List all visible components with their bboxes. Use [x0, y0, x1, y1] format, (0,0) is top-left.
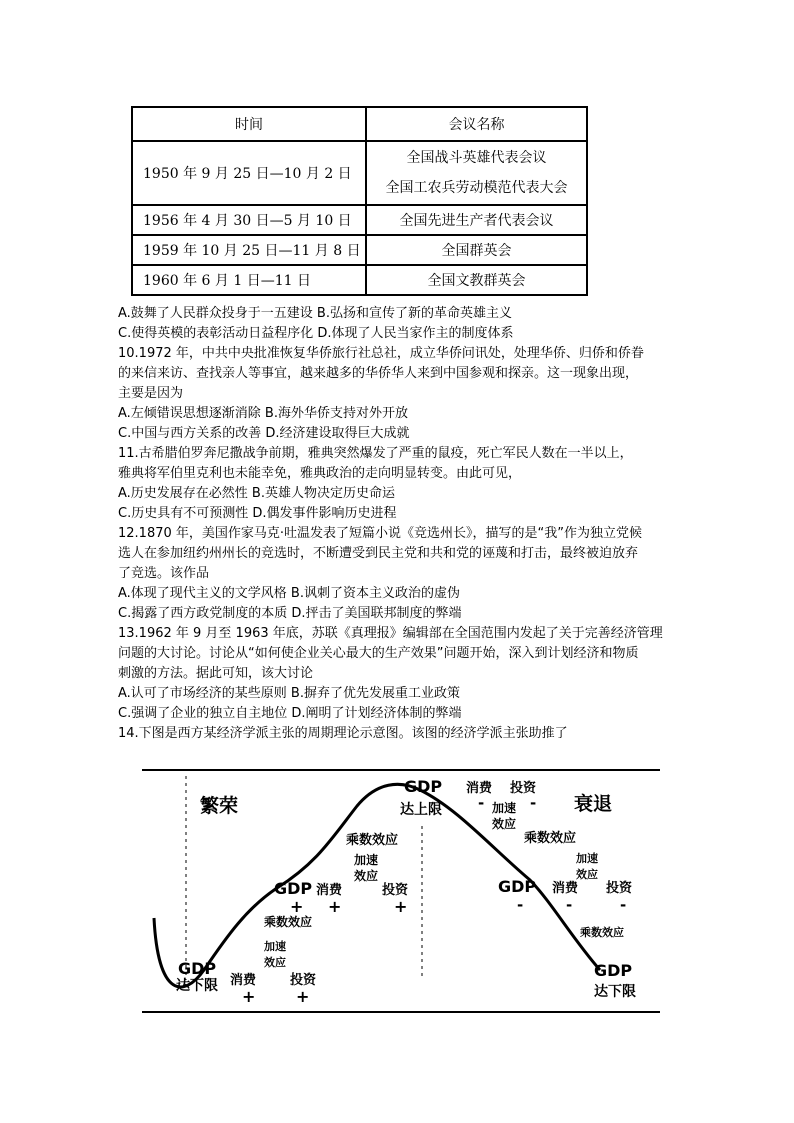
gdp-peak-label: GDP	[404, 777, 443, 796]
meeting-name: 全国先进生产者代表会议	[366, 205, 587, 235]
row-time: 1959 年 10 月 25 日—11 月 8 日	[132, 235, 366, 265]
accelerator-label: 加速	[264, 940, 286, 953]
table-row	[132, 141, 587, 205]
consumption-label: 消费	[552, 881, 579, 896]
accelerator-label: 加速	[492, 801, 517, 815]
meeting-name: 全国文教群英会	[366, 265, 587, 295]
investment-label: 投资	[510, 781, 537, 796]
gdp-label: GDP	[498, 877, 537, 896]
minus-sign: -	[620, 896, 627, 914]
row-time: 1960 年 6 月 1 日—11 日	[132, 265, 366, 295]
table-row	[132, 265, 587, 295]
row-time: 1956 年 4 月 30 日—5 月 10 日	[132, 205, 366, 235]
table-row	[132, 235, 587, 265]
investment-label: 投资	[382, 883, 409, 898]
q13-stem-line: 问题的大讨论。讨论从“如何使企业关心最大的生产效果”问题开始，深入到计划经济和物质	[118, 646, 639, 661]
multiplier-label: 乘数效应	[524, 831, 577, 846]
minus-sign: -	[517, 896, 524, 914]
q13-stem-line: 刺激的方法。据此可知，该大讨论	[118, 666, 314, 681]
business-cycle-figure	[132, 768, 667, 1018]
plus-sign: +	[290, 897, 304, 916]
meeting-name: 全国群英会	[366, 235, 587, 265]
q12-stem-line: 选人在参加纽约州州长的竞选时，不断遭受到民主党和共和党的诬蔑和打击，最终被迫放弃	[118, 546, 639, 561]
consumption-label: 消费	[230, 973, 257, 988]
table-header-row	[132, 107, 587, 141]
meeting-name: 全国工农兵劳动模范代表大会	[385, 180, 568, 196]
q10-stem-line: 主要是因为	[118, 386, 184, 401]
q13-stem-line: 13.1962 年 9 月至 1963 年底，苏联《真理报》编辑部在全国范围内发起了关于完善经济管理	[118, 626, 663, 641]
accelerator-label: 效应	[354, 869, 379, 883]
plus-sign: +	[394, 897, 408, 916]
row-meeting-names	[366, 141, 587, 205]
q11-options-cd: C.历史具有不可预测性 D.偶发事件影响历史进程	[118, 506, 397, 521]
meeting-table	[131, 106, 588, 296]
q11-options-ab: A.历史发展存在必然性 B.英雄人物决定历史命运	[118, 486, 395, 501]
gdp-upper-limit-label: 达上限	[400, 802, 442, 818]
meeting-name: 全国战斗英雄代表会议	[406, 150, 547, 166]
consumption-label: 消费	[316, 883, 343, 898]
multiplier-label: 乘数效应	[580, 926, 624, 939]
gdp-lower-limit-label: 达下限	[594, 984, 636, 1000]
header-meeting-name: 会议名称	[366, 107, 587, 141]
q10-options-cd: C.中国与西方关系的改善 D.经济建设取得巨大成就	[118, 426, 410, 441]
q12-stem-line: 了竞选。该作品	[118, 566, 210, 581]
plus-sign: +	[296, 987, 310, 1006]
accelerator-label: 加速	[576, 852, 598, 865]
accelerator-label: 效应	[492, 817, 517, 831]
q10-options-ab: A.左倾错误思想逐渐消除 B.海外华侨支持对外开放	[118, 406, 408, 421]
gdp-trough-label: GDP	[594, 961, 633, 980]
minus-sign: -	[478, 794, 485, 812]
investment-label: 投资	[290, 973, 317, 988]
table-row	[132, 205, 587, 235]
boom-label: 繁荣	[200, 795, 239, 817]
q13-options-ab: A.认可了市场经济的某些原则 B.摒弃了优先发展重工业政策	[118, 686, 460, 701]
q10-stem-line: 10.1972 年，中共中央批准恢复华侨旅行社总社，成立华侨问讯处，处理华侨、归侨和侨眷	[118, 346, 644, 361]
q12-stem-line: 12.1870 年，美国作家马克·吐温发表了短篇小说《竞选州长》，描写的是“我”作为独立党候	[118, 526, 642, 541]
multiplier-label: 乘数效应	[346, 833, 399, 848]
q9-options-cd: C.使得英模的表彰活动日益程序化 D.体现了人民当家作主的制度体系	[118, 326, 514, 341]
q14-stem-line: 14.下图是西方某经济学派主张的周期理论示意图。该图的经济学派主张助推了	[118, 726, 568, 741]
multiplier-label: 乘数效应	[264, 915, 313, 929]
accelerator-label: 加速	[354, 853, 379, 867]
accelerator-label: 效应	[576, 868, 598, 881]
minus-sign: -	[530, 794, 537, 812]
gdp-trough-label: GDP	[178, 959, 217, 978]
consumption-label: 消费	[466, 781, 493, 796]
accelerator-label: 效应	[264, 956, 286, 969]
q9-options-ab: A.鼓舞了人民群众投身于一五建设 B.弘扬和宣传了新的革命英雄主义	[118, 306, 512, 321]
minus-sign: -	[566, 896, 573, 914]
question-text-block	[118, 304, 678, 744]
q10-stem-line: 的来信来访、查找亲人等事宜，越来越多的华侨华人来到中国参观和探亲。这一现象出现，	[118, 366, 639, 381]
q13-options-cd: C.强调了企业的独立自主地位 D.阐明了计划经济体制的弊端	[118, 706, 462, 721]
q12-options-ab: A.体现了现代主义的文学风格 B.讽刺了资本主义政治的虚伪	[118, 586, 460, 601]
header-time: 时间	[132, 107, 366, 141]
gdp-lower-limit-label: 达下限	[176, 978, 218, 994]
q11-stem-line: 11.古希腊伯罗奔尼撒战争前期，雅典突然爆发了严重的鼠疫，死亡军民人数在一半以上，	[118, 446, 633, 461]
recession-label: 衰退	[574, 793, 613, 815]
q11-stem-line: 雅典将军伯里克利也未能幸免，雅典政治的走向明显转变。由此可见，	[118, 466, 522, 481]
plus-sign: +	[242, 987, 256, 1006]
investment-label: 投资	[606, 881, 633, 896]
gdp-label: GDP	[274, 879, 313, 898]
plus-sign: +	[328, 897, 342, 916]
q12-options-cd: C.揭露了西方政党制度的本质 D.抨击了美国联邦制度的弊端	[118, 606, 462, 621]
row-time: 1950 年 9 月 25 日—10 月 2 日	[132, 141, 366, 205]
